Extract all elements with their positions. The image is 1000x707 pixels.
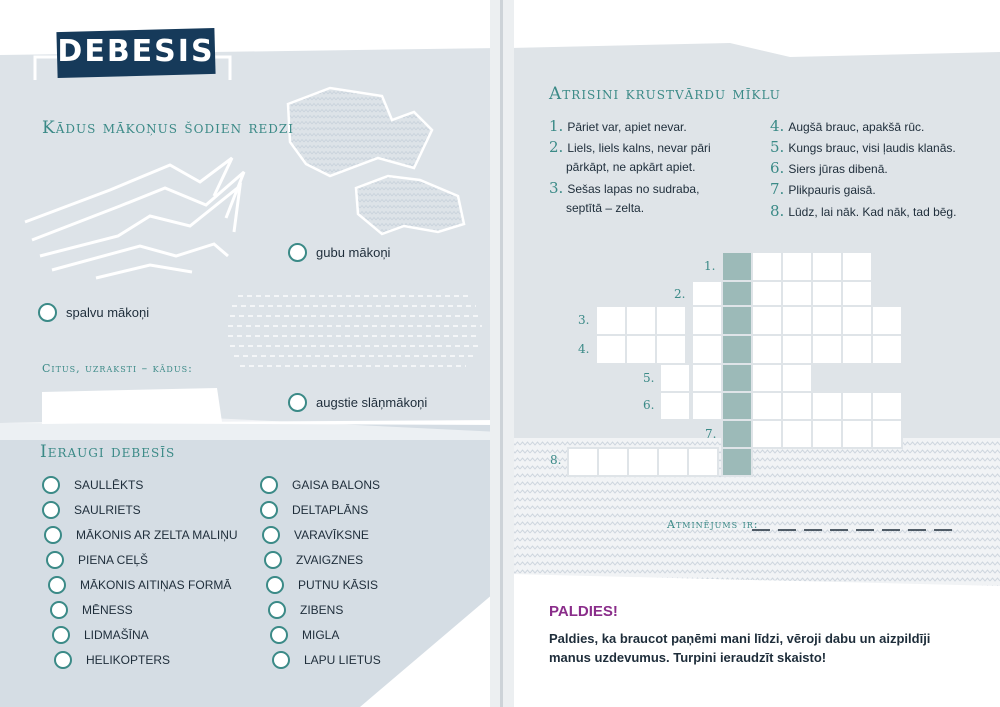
clue-7: 7. Plikpauris gaisā. xyxy=(770,180,876,198)
spot-item[interactable] xyxy=(54,651,170,669)
spot-item[interactable] xyxy=(42,501,141,519)
checkbox-circle[interactable] xyxy=(52,626,70,644)
spot-label: LIDMAŠĪNA xyxy=(84,628,149,642)
grid-number-6: 6. xyxy=(643,398,655,412)
page-title: DEBESIS xyxy=(57,34,215,69)
thanks-heading: PALDIES! xyxy=(549,603,618,620)
spot-label: DELTAPLĀNS xyxy=(292,503,369,517)
checkbox-circle[interactable] xyxy=(50,601,68,619)
other-clouds-input[interactable] xyxy=(44,392,216,420)
grid-number-8: 8. xyxy=(550,453,562,467)
spot-label: MIGLA xyxy=(302,628,340,642)
checkbox-circle[interactable] xyxy=(260,501,278,519)
crossword-heading: Atrisini krustvārdu mīklu xyxy=(549,84,781,104)
answer-input[interactable] xyxy=(750,516,955,534)
option-spalvu[interactable] xyxy=(38,303,149,322)
spot-heading: Ieraugi debesīs xyxy=(40,442,176,462)
option-label: spalvu mākoņi xyxy=(66,305,150,320)
spot-item[interactable] xyxy=(52,626,149,644)
spot-item[interactable] xyxy=(260,501,368,519)
clue-2: 2. Liels, liels kalns, nevar pāri pārkāpt, ne apkārt apiet. xyxy=(549,138,711,174)
spot-label: VARAVĪKSNE xyxy=(294,528,369,542)
spot-label: ZIBENS xyxy=(300,603,344,617)
spot-item[interactable] xyxy=(48,576,231,594)
spot-item[interactable] xyxy=(272,651,381,669)
thanks-text: Paldies, ka braucot paņēmi mani līdzi, vēroji dabu un aizpildīji manus uzdevumus. Turpini ieraudzīt skaisto! xyxy=(549,631,931,665)
spot-label: MĒNESS xyxy=(82,603,133,617)
checkbox-circle[interactable] xyxy=(44,526,62,544)
spot-item[interactable] xyxy=(268,601,343,619)
spot-label: PUTNU KĀSIS xyxy=(298,578,379,592)
checkbox-circle[interactable] xyxy=(42,476,60,494)
checkbox-circle[interactable] xyxy=(266,576,284,594)
clue-8: 8. Lūdz, lai nāk. Kad nāk, tad bēg. xyxy=(770,202,957,220)
clue-5: 5. Kungs brauc, visi ļaudis klanās. xyxy=(770,138,956,156)
answer-label: Atminējums ir: xyxy=(667,518,759,531)
checkbox-circle[interactable] xyxy=(54,651,72,669)
clouds-heading: Kādus mākoņus šodien redzi xyxy=(42,118,294,138)
checkbox-circle[interactable] xyxy=(260,476,278,494)
grid-number-3: 3. xyxy=(578,313,590,327)
checkbox-circle[interactable] xyxy=(288,243,307,262)
spot-label: PIENA CEĻŠ xyxy=(78,553,149,567)
grid-number-1: 1. xyxy=(704,259,716,273)
checkbox-circle[interactable] xyxy=(272,651,290,669)
spot-item[interactable] xyxy=(42,476,143,494)
spot-label: ZVAIGZNES xyxy=(296,553,364,567)
checkbox-circle[interactable] xyxy=(264,551,282,569)
option-label: augstie slāņmākoņi xyxy=(316,395,428,410)
grid-number-2: 2. xyxy=(674,287,686,301)
spot-item[interactable] xyxy=(50,601,133,619)
checkbox-circle[interactable] xyxy=(268,601,286,619)
spot-label: SAULRIETS xyxy=(74,503,141,517)
spot-label: MĀKONIS AITIŅAS FORMĀ xyxy=(80,578,232,592)
grid-number-7: 7. xyxy=(705,427,717,441)
clue-1: 1. Pāriet var, apiet nevar. xyxy=(549,117,687,135)
spot-item[interactable] xyxy=(264,551,363,569)
spot-item[interactable] xyxy=(270,626,339,644)
spot-item[interactable] xyxy=(260,476,380,494)
spot-label: LAPU LIETUS xyxy=(304,653,381,667)
clue-3: 3. Sešas lapas no sudraba, septītā – zelta. xyxy=(549,179,700,215)
checkbox-circle[interactable] xyxy=(42,501,60,519)
option-slanmakoni[interactable] xyxy=(288,393,427,412)
other-clouds-label: Citus, uzraksti – kādus: xyxy=(42,362,193,375)
clue-6: 6. Siers jūras dibenā. xyxy=(770,159,888,177)
grid-number-5: 5. xyxy=(643,371,655,385)
spot-item[interactable] xyxy=(262,526,369,544)
checkbox-circle[interactable] xyxy=(270,626,288,644)
clue-4: 4. Augšā brauc, apakšā rūc. xyxy=(770,117,925,135)
option-gubu[interactable] xyxy=(288,243,390,262)
checkbox-circle[interactable] xyxy=(46,551,64,569)
checkbox-circle[interactable] xyxy=(288,393,307,412)
checkbox-circle[interactable] xyxy=(48,576,66,594)
grid-number-4: 4. xyxy=(578,342,590,356)
option-label: gubu mākoņi xyxy=(316,245,391,260)
spot-label: GAISA BALONS xyxy=(292,478,381,492)
spot-label: HELIKOPTERS xyxy=(86,653,171,667)
spot-label: MĀKONIS AR ZELTA MALIŅU xyxy=(76,528,238,542)
spot-item[interactable] xyxy=(266,576,378,594)
spot-item[interactable] xyxy=(46,551,148,569)
checkbox-circle[interactable] xyxy=(38,303,57,322)
spot-item[interactable] xyxy=(44,526,238,544)
spot-label: SAULLĒKTS xyxy=(74,478,144,492)
checkbox-circle[interactable] xyxy=(262,526,280,544)
